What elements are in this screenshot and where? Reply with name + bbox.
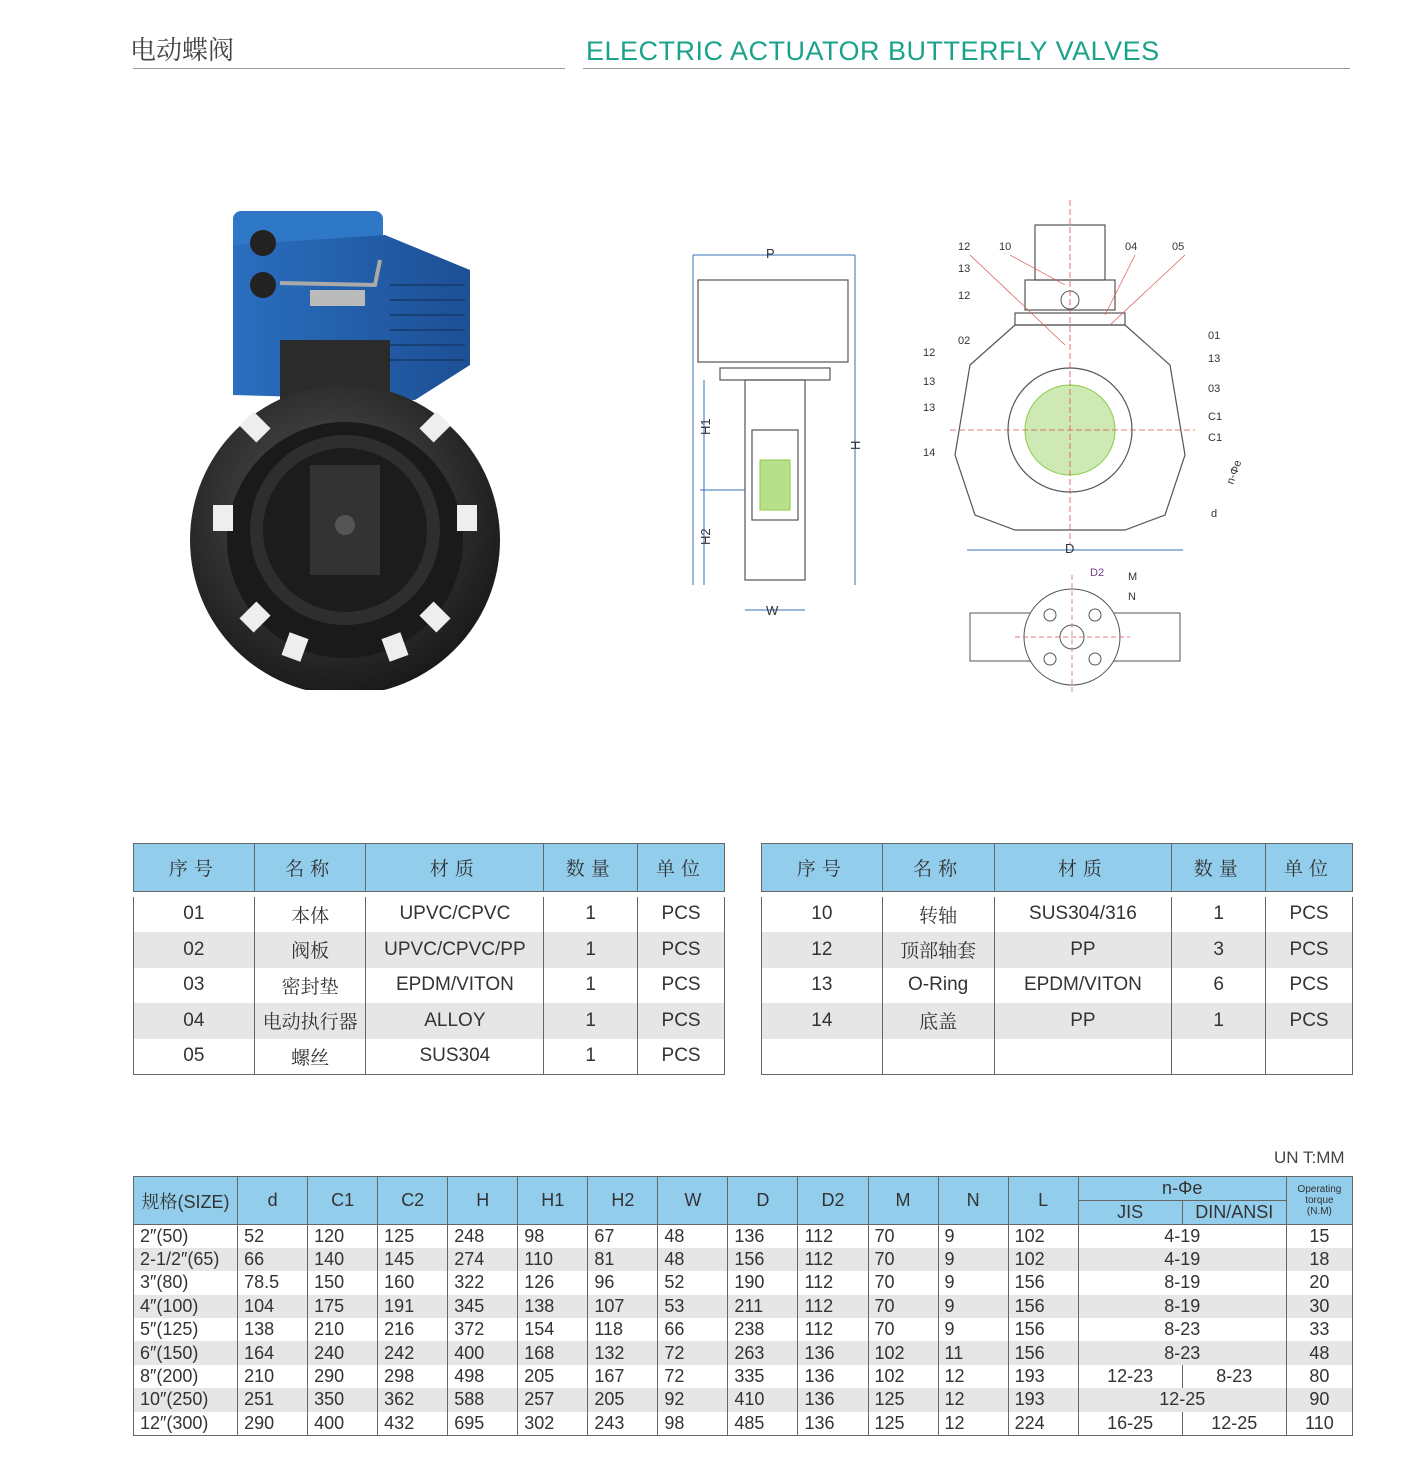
spec-header-nphi: n-Φe [1078,1177,1286,1201]
table-cell: 10 [762,897,883,933]
table-row [762,1003,1353,1039]
spec-cell: 125 [868,1388,938,1411]
spec-cell: 145 [378,1248,448,1271]
parts-table-right [761,843,1353,1075]
spec-header: N [938,1177,1008,1225]
table-cell: PCS [638,968,725,1004]
spec-header: 规格(SIZE) [134,1177,238,1225]
table-row [134,1271,1353,1294]
table-cell: EPDM/VITON [366,968,544,1004]
spec-cell: 263 [728,1341,798,1364]
spec-cell: 140 [308,1248,378,1271]
spec-header: H1 [518,1177,588,1225]
spec-cell-nphi: 8-19 [1078,1295,1286,1318]
table-cell: 螺丝 [254,1039,366,1075]
table-cell: 13 [762,968,883,1004]
table-cell [762,1039,883,1075]
spec-cell: 110 [518,1248,588,1271]
table-row [134,897,725,933]
spec-cell: 302 [518,1412,588,1435]
header-rule-left [133,68,565,69]
spec-cell: 410 [728,1388,798,1411]
spec-cell: 274 [448,1248,518,1271]
spec-cell: 298 [378,1365,448,1388]
spec-cell: 156 [1008,1271,1078,1294]
spec-cell: 2-1/2″(65) [134,1248,238,1271]
spec-cell-torque: 90 [1286,1388,1352,1411]
spec-cell-nphi: 4-19 [1078,1225,1286,1248]
callout-14: 14 [923,447,936,459]
spec-cell: 156 [1008,1341,1078,1364]
table-cell: 05 [134,1039,255,1075]
spec-cell: 118 [588,1318,658,1341]
table-cell: PP [994,932,1172,968]
label-p: P [766,246,775,261]
spec-header: C1 [308,1177,378,1225]
spec-header: L [1008,1177,1078,1225]
table-cell: 电动执行器 [254,1003,366,1039]
table-cell: 本体 [254,897,366,933]
spec-cell: 102 [1008,1225,1078,1248]
table-cell [1266,1039,1353,1075]
spec-cell: 154 [518,1318,588,1341]
spec-cell: 66 [658,1318,728,1341]
spec-cell: 52 [238,1225,308,1248]
callout-d-outer: D [1065,541,1075,556]
unit-label: UN T:MM [1274,1148,1345,1167]
spec-cell: 588 [448,1388,518,1411]
spec-cell-torque: 48 [1286,1341,1352,1364]
table-row [134,1248,1353,1271]
col-header: 材质 [366,844,544,892]
col-header: 单位 [638,844,725,892]
spec-cell: 138 [238,1318,308,1341]
table-cell: EPDM/VITON [994,968,1172,1004]
callout-04: 04 [1125,241,1138,253]
spec-header-din: DIN/ANSI [1182,1201,1286,1225]
spec-cell: 136 [798,1388,868,1411]
spec-cell: 92 [658,1388,728,1411]
col-header: 名称 [882,844,994,892]
spec-cell: 290 [238,1412,308,1435]
table-cell: 底盖 [882,1003,994,1039]
spec-cell: 78.5 [238,1271,308,1294]
spec-cell: 12 [938,1412,1008,1435]
spec-cell: 70 [868,1225,938,1248]
table-cell: 14 [762,1003,883,1039]
table-row [134,1225,1353,1248]
spec-cell: 136 [798,1412,868,1435]
spec-cell: 167 [588,1365,658,1388]
spec-cell: 224 [1008,1412,1078,1435]
table-cell: 12 [762,932,883,968]
spec-header: D [728,1177,798,1225]
spec-cell: 107 [588,1295,658,1318]
spec-cell: 168 [518,1341,588,1364]
spec-cell: 193 [1008,1365,1078,1388]
spec-cell: 98 [658,1412,728,1435]
spec-cell: 205 [518,1365,588,1388]
callout-13b: 02 [958,335,971,347]
spec-cell: 11 [938,1341,1008,1364]
spec-cell: 238 [728,1318,798,1341]
spec-cell: 156 [1008,1318,1078,1341]
table-row [134,932,725,968]
table-cell: 1 [544,897,638,933]
col-header: 单位 [1266,844,1353,892]
table-cell: PCS [638,1003,725,1039]
spec-cell: 175 [308,1295,378,1318]
spec-cell-nphi: 8-23 [1182,1365,1286,1388]
spec-cell: 210 [308,1318,378,1341]
spec-cell: 322 [448,1271,518,1294]
table-cell: 1 [544,932,638,968]
callout-12c: 12 [923,347,936,359]
callout-03: 03 [1208,383,1221,395]
spec-cell-nphi: 16-25 [1078,1412,1182,1435]
spec-cell: 290 [308,1365,378,1388]
spec-cell: 432 [378,1412,448,1435]
spec-cell: 9 [938,1271,1008,1294]
spec-cell: 112 [798,1271,868,1294]
spec-cell: 193 [1008,1388,1078,1411]
spec-header-jis: JIS [1078,1201,1182,1225]
table-row [762,897,1353,933]
spec-header: W [658,1177,728,1225]
spec-cell: 350 [308,1388,378,1411]
spec-cell: 5″(125) [134,1318,238,1341]
table-cell: 3 [1172,932,1266,968]
spec-cell: 96 [588,1271,658,1294]
spec-cell: 2″(50) [134,1225,238,1248]
spec-cell-nphi: 8-23 [1078,1341,1286,1364]
callout-02: 13 [1208,353,1221,365]
col-header: 数量 [1172,844,1266,892]
spec-cell: 12″(300) [134,1412,238,1435]
spec-cell-nphi: 8-23 [1078,1318,1286,1341]
table-cell: SUS304 [366,1039,544,1075]
col-header: 序号 [134,844,255,892]
spec-cell: 695 [448,1412,518,1435]
callout-c1b: C1 [1208,432,1223,444]
callout-12b: 12 [958,290,971,302]
table-row [134,1039,725,1075]
spec-table [133,1176,1353,1436]
spec-cell: 136 [798,1341,868,1364]
table-row [762,1039,1353,1075]
spec-cell: 6″(150) [134,1341,238,1364]
spec-cell: 53 [658,1295,728,1318]
spec-cell: 138 [518,1295,588,1318]
table-cell: 顶部轴套 [882,932,994,968]
table-cell: 1 [544,1039,638,1075]
table-cell: PCS [638,1039,725,1075]
spec-cell-torque: 110 [1286,1412,1352,1435]
col-header: 数量 [544,844,638,892]
spec-cell: 9 [938,1225,1008,1248]
table-cell: 1 [544,968,638,1004]
spec-cell: 345 [448,1295,518,1318]
spec-header: H [448,1177,518,1225]
callout-d2: D2 [1090,567,1105,579]
spec-cell: 243 [588,1412,658,1435]
callout-05: 05 [1172,241,1185,253]
table-cell: 阀板 [254,932,366,968]
col-header: 序号 [762,844,883,892]
table-row [134,1295,1353,1318]
table-cell: 1 [1172,897,1266,933]
spec-cell: 126 [518,1271,588,1294]
header-rule-right [583,68,1350,69]
spec-cell: 210 [238,1365,308,1388]
spec-cell: 70 [868,1271,938,1294]
spec-cell: 125 [378,1225,448,1248]
spec-cell: 400 [308,1412,378,1435]
spec-cell: 3″(80) [134,1271,238,1294]
table-cell: PCS [1266,932,1353,968]
spec-cell: 102 [1008,1248,1078,1271]
spec-cell: 12 [938,1388,1008,1411]
spec-cell: 8″(200) [134,1365,238,1388]
spec-cell-torque: 30 [1286,1295,1352,1318]
table-row [762,932,1353,968]
spec-cell: 70 [868,1318,938,1341]
spec-cell-torque: 20 [1286,1271,1352,1294]
table-cell: SUS304/316 [994,897,1172,933]
callout-d: d [1211,508,1218,520]
spec-cell-nphi: 12-25 [1078,1388,1286,1411]
torque-line: (N.M) [1306,1206,1332,1217]
spec-header: H2 [588,1177,658,1225]
spec-cell: 485 [728,1412,798,1435]
spec-cell: 112 [798,1248,868,1271]
table-cell: PCS [638,897,725,933]
callout-13c: 13 [923,376,936,388]
col-header: 名称 [254,844,366,892]
torque-line: torque [1305,1195,1334,1206]
spec-cell: 72 [658,1341,728,1364]
spec-cell: 211 [728,1295,798,1318]
spec-cell: 248 [448,1225,518,1248]
spec-cell: 48 [658,1248,728,1271]
spec-cell: 98 [518,1225,588,1248]
spec-cell: 164 [238,1341,308,1364]
parts-table-left [133,843,725,1075]
spec-cell: 112 [798,1318,868,1341]
spec-cell: 498 [448,1365,518,1388]
table-cell: 01 [134,897,255,933]
torque-line: Operating [1297,1184,1342,1195]
spec-cell: 81 [588,1248,658,1271]
label-w: W [766,603,779,618]
spec-cell: 66 [238,1248,308,1271]
spec-cell: 70 [868,1295,938,1318]
spec-cell: 400 [448,1341,518,1364]
spec-cell: 52 [658,1271,728,1294]
table-cell: 1 [1172,1003,1266,1039]
callout-c1a: C1 [1208,411,1223,423]
callout-13d: 13 [923,402,936,414]
spec-cell: 9 [938,1318,1008,1341]
spec-cell: 257 [518,1388,588,1411]
table-row [762,968,1353,1004]
table-row [134,1341,1353,1364]
table-row [134,1365,1353,1388]
spec-cell: 191 [378,1295,448,1318]
spec-cell: 125 [868,1412,938,1435]
table-row [134,1318,1353,1341]
spec-cell: 102 [868,1365,938,1388]
spec-cell: 251 [238,1388,308,1411]
spec-cell: 362 [378,1388,448,1411]
spec-header-torque [1286,1177,1352,1225]
side-view-drawing [690,240,870,620]
callout-m: M [1128,571,1138,583]
spec-cell-torque: 18 [1286,1248,1352,1271]
table-cell: 6 [1172,968,1266,1004]
table-cell: PCS [1266,968,1353,1004]
table-row [134,1003,725,1039]
spec-cell: 156 [728,1248,798,1271]
callout-12a: 12 [958,241,971,253]
spec-cell: 112 [798,1295,868,1318]
spec-cell: 150 [308,1271,378,1294]
table-row [134,1412,1353,1435]
label-h: H [848,440,863,450]
table-cell: PCS [1266,1003,1353,1039]
col-header: 材质 [994,844,1172,892]
front-view-drawing [915,195,1245,695]
spec-cell: 112 [798,1225,868,1248]
spec-cell: 136 [728,1225,798,1248]
spec-cell: 156 [1008,1295,1078,1318]
table-cell: 1 [544,1003,638,1039]
spec-cell: 216 [378,1318,448,1341]
table-cell: PP [994,1003,1172,1039]
table-cell: 04 [134,1003,255,1039]
spec-cell-nphi: 12-25 [1182,1412,1286,1435]
spec-cell-nphi: 8-19 [1078,1271,1286,1294]
spec-cell: 48 [658,1225,728,1248]
label-h2: H2 [698,528,713,545]
spec-cell: 205 [588,1388,658,1411]
table-cell: 03 [134,968,255,1004]
title-english: ELECTRIC ACTUATOR BUTTERFLY VALVES [586,36,1160,66]
spec-cell: 12 [938,1365,1008,1388]
table-cell [994,1039,1172,1075]
spec-header: d [238,1177,308,1225]
spec-cell-nphi: 12-23 [1078,1365,1182,1388]
spec-cell: 132 [588,1341,658,1364]
spec-cell: 4″(100) [134,1295,238,1318]
table-cell [882,1039,994,1075]
table-cell: O-Ring [882,968,994,1004]
table-cell: ALLOY [366,1003,544,1039]
spec-cell-torque: 80 [1286,1365,1352,1388]
label-h1: H1 [698,418,713,435]
spec-header: C2 [378,1177,448,1225]
spec-cell: 10″(250) [134,1388,238,1411]
product-photo [185,205,505,690]
spec-cell: 9 [938,1248,1008,1271]
table-cell: 02 [134,932,255,968]
spec-cell: 335 [728,1365,798,1388]
table-cell: PCS [638,932,725,968]
spec-cell: 104 [238,1295,308,1318]
spec-header: M [868,1177,938,1225]
spec-cell: 372 [448,1318,518,1341]
spec-cell: 9 [938,1295,1008,1318]
table-cell: UPVC/CPVC/PP [366,932,544,968]
title-chinese: 电动蝶阀 [130,36,235,66]
callout-13a: 13 [958,263,971,275]
table-cell: 密封垫 [254,968,366,1004]
callout-n-phi-e: n-Φe [1224,458,1245,487]
spec-cell: 70 [868,1248,938,1271]
callout-01: 01 [1208,330,1221,342]
spec-cell: 160 [378,1271,448,1294]
callout-n: N [1128,591,1136,603]
spec-cell: 136 [798,1365,868,1388]
spec-cell-torque: 33 [1286,1318,1352,1341]
spec-cell: 102 [868,1341,938,1364]
spec-cell: 67 [588,1225,658,1248]
callout-10: 10 [999,241,1012,253]
spec-cell: 120 [308,1225,378,1248]
spec-cell: 190 [728,1271,798,1294]
spec-cell: 72 [658,1365,728,1388]
table-row [134,1388,1353,1411]
spec-cell: 242 [378,1341,448,1364]
table-cell: PCS [1266,897,1353,933]
table-cell: 转轴 [882,897,994,933]
spec-cell-torque: 15 [1286,1225,1352,1248]
spec-cell-nphi: 4-19 [1078,1248,1286,1271]
table-cell [1172,1039,1266,1075]
table-row [134,968,725,1004]
table-cell: UPVC/CPVC [366,897,544,933]
spec-header: D2 [798,1177,868,1225]
spec-cell: 240 [308,1341,378,1364]
